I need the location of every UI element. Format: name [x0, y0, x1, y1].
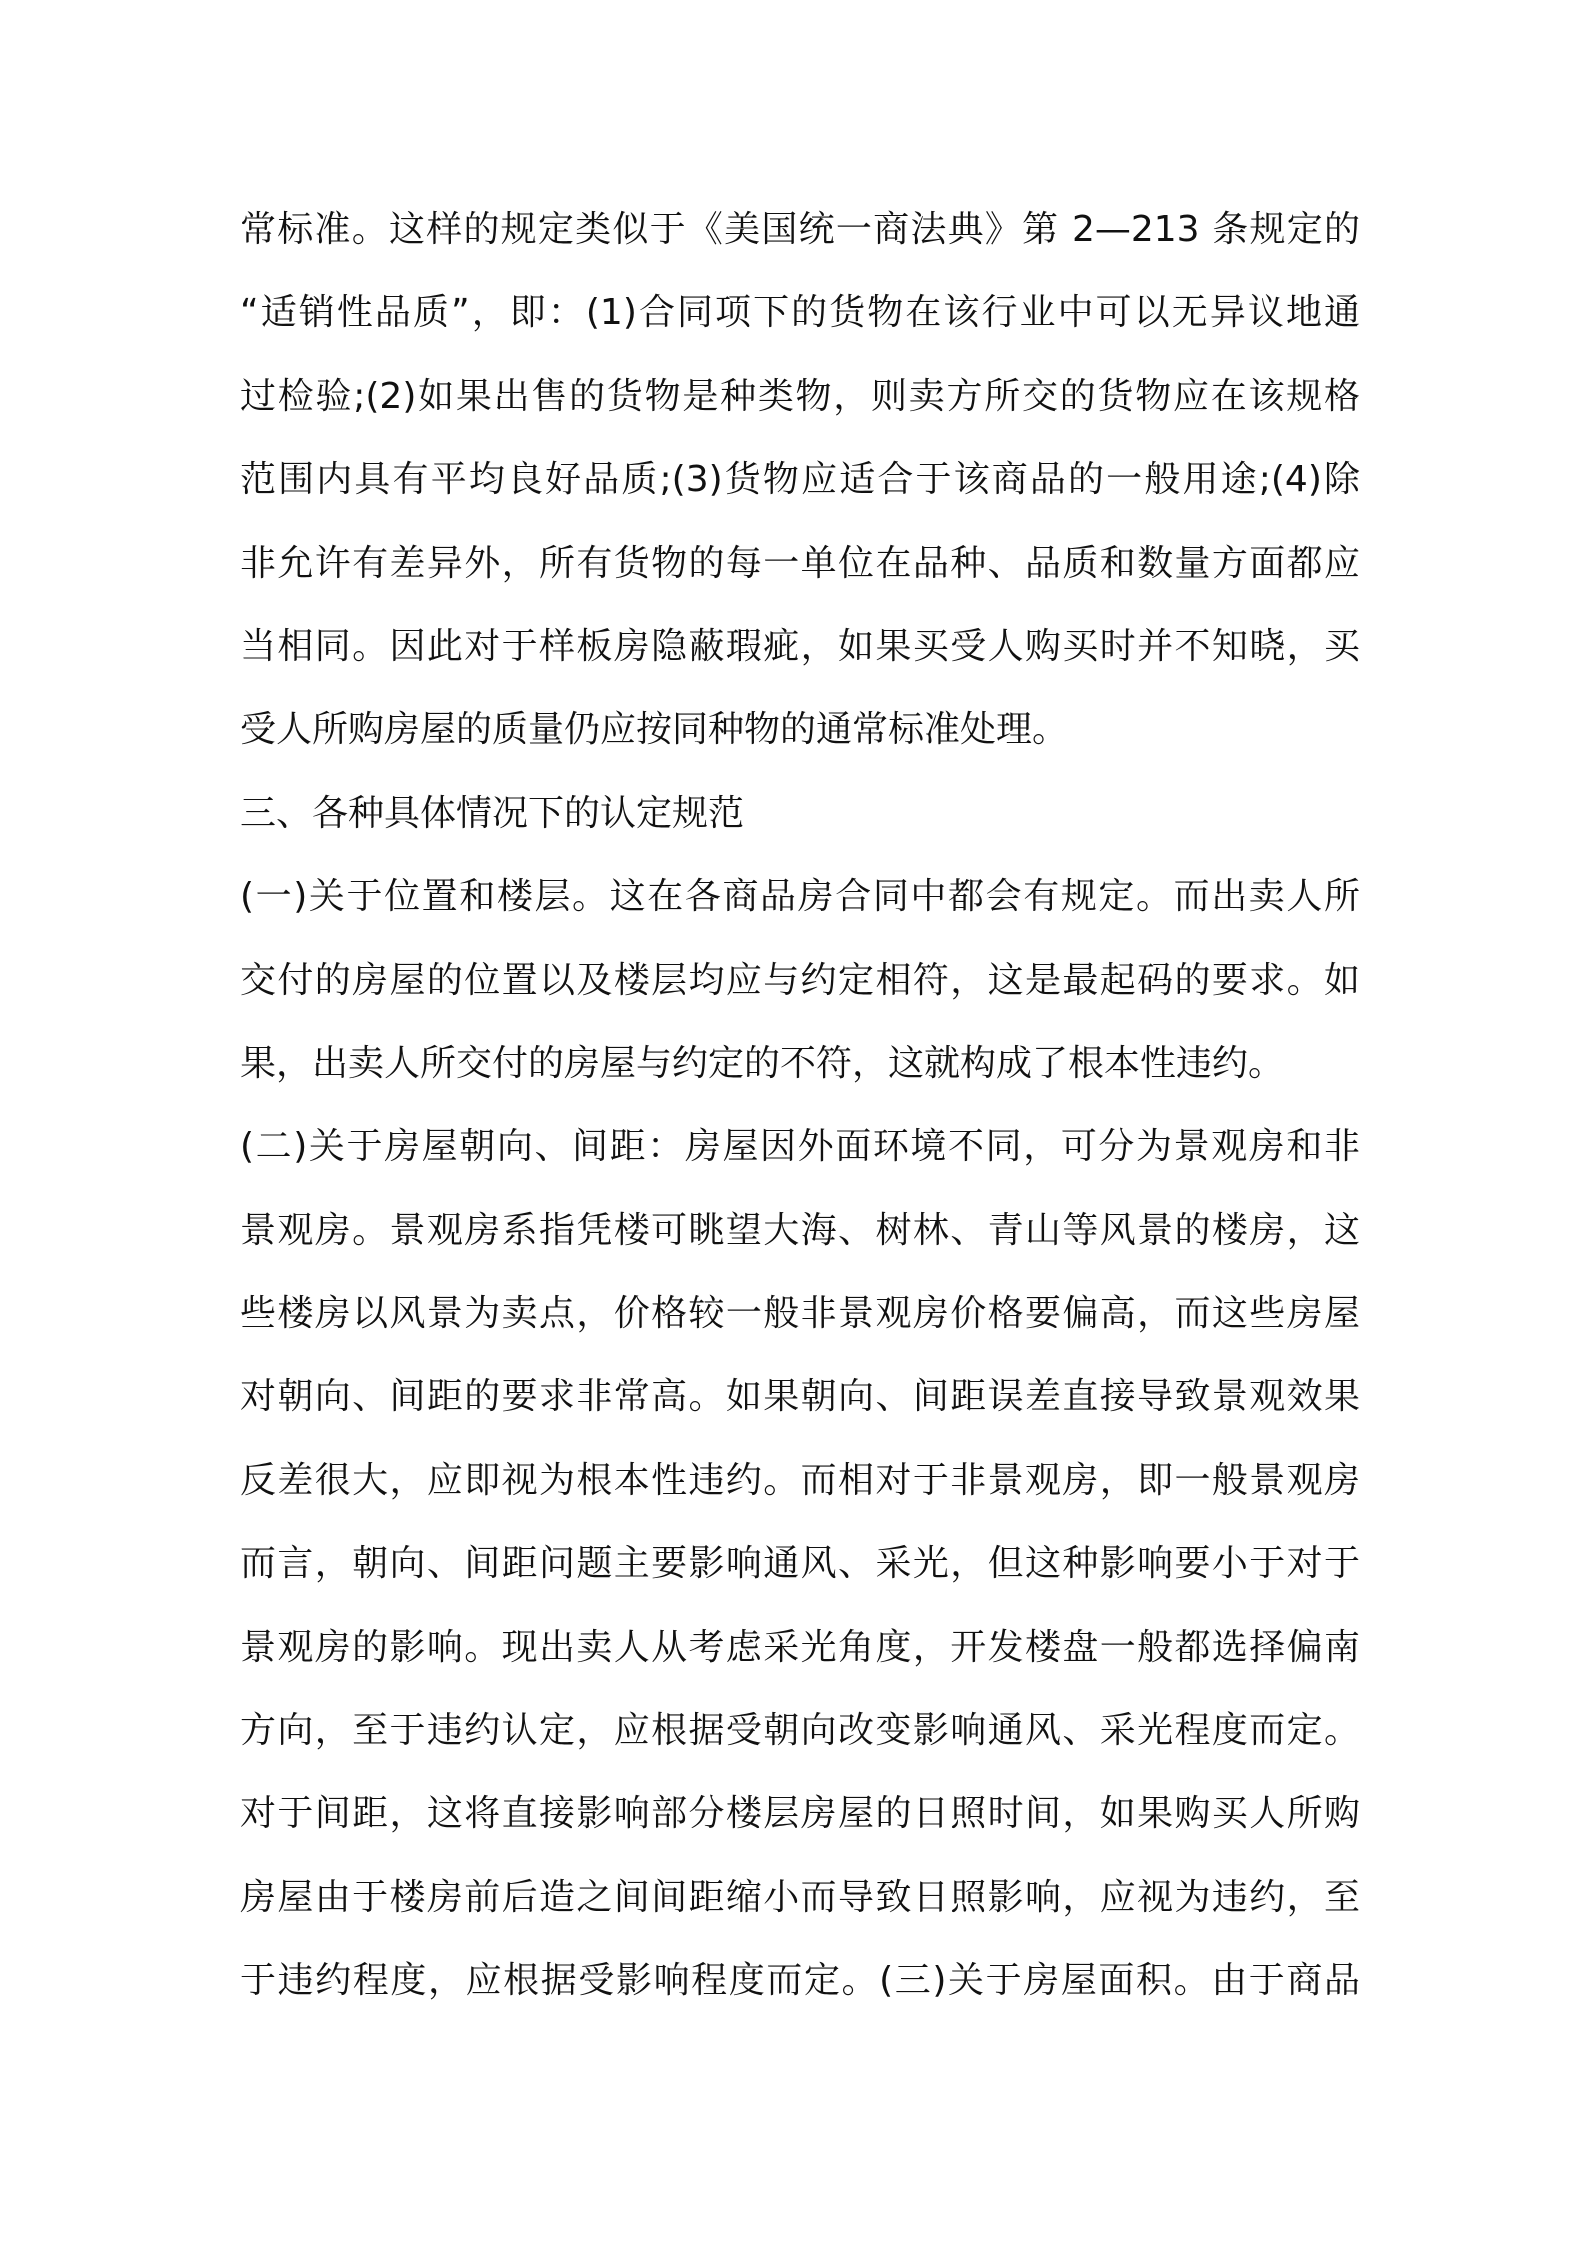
text-line: 过检验;(2)如果出售的货物是种类物，则卖方所交的货物应在该规格 [240, 375, 1360, 417]
body-text [240, 200, 1360, 2035]
text-line: (二)关于房屋朝向、间距：房屋因外面环境不同，可分为景观房和非 [240, 1126, 1360, 1168]
text-line: 范围内具有平均良好品质;(3)货物应适合于该商品的一般用途;(4)除 [240, 459, 1360, 501]
text-line: 果，出卖人所交付的房屋与约定的不符，这就构成了根本性违约。 [240, 1042, 1285, 1084]
text-line: 对于间距，这将直接影响部分楼层房屋的日照时间，如果购买人所购 [240, 1793, 1360, 1835]
text-line: 房屋由于楼房前后造之间间距缩小而导致日照影响，应视为违约，至 [240, 1876, 1360, 1918]
text-line: 对朝向、间距的要求非常高。如果朝向、间距误差直接导致景观效果 [240, 1376, 1360, 1418]
text-line: “适销性品质”，即：(1)合同项下的货物在该行业中可以无异议地通 [240, 292, 1360, 334]
text-line: 方向，至于违约认定，应根据受朝向改变影响通风、采光程度而定。 [240, 1710, 1360, 1752]
text-line: 受人所购房屋的质量仍应按同种物的通常标准处理。 [240, 709, 1069, 751]
text-line: 当相同。因此对于样板房隐蔽瑕疵，如果买受人购买时并不知晓，买 [240, 625, 1360, 667]
section-heading: 三、各种具体情况下的认定规范 [240, 792, 745, 834]
text-line: 非允许有差异外，所有货物的每一单位在品种、品质和数量方面都应 [240, 542, 1360, 584]
text-line: 反差很大，应即视为根本性违约。而相对于非景观房，即一般景观房 [240, 1459, 1360, 1501]
text-line: 于违约程度，应根据受影响程度而定。(三)关于房屋面积。由于商品 [240, 1960, 1360, 2002]
text-line: 景观房的影响。现出卖人从考虑采光角度，开发楼盘一般都选择偏南 [240, 1626, 1360, 1668]
text-line: 景观房。景观房系指凭楼可眺望大海、树林、青山等风景的楼房，这 [240, 1209, 1360, 1251]
text-line: 而言，朝向、间距问题主要影响通风、采光，但这种影响要小于对于 [240, 1543, 1360, 1585]
text-line: (一)关于位置和楼层。这在各商品房合同中都会有规定。而出卖人所 [240, 876, 1360, 918]
text-line: 些楼房以风景为卖点，价格较一般非景观房价格要偏高，而这些房屋 [240, 1293, 1360, 1335]
text-line: 常标准。这样的规定类似于《美国统一商法典》第 2—213 条规定的 [240, 209, 1360, 250]
text-line: 交付的房屋的位置以及楼层均应与约定相符，这是最起码的要求。如 [240, 959, 1360, 1001]
